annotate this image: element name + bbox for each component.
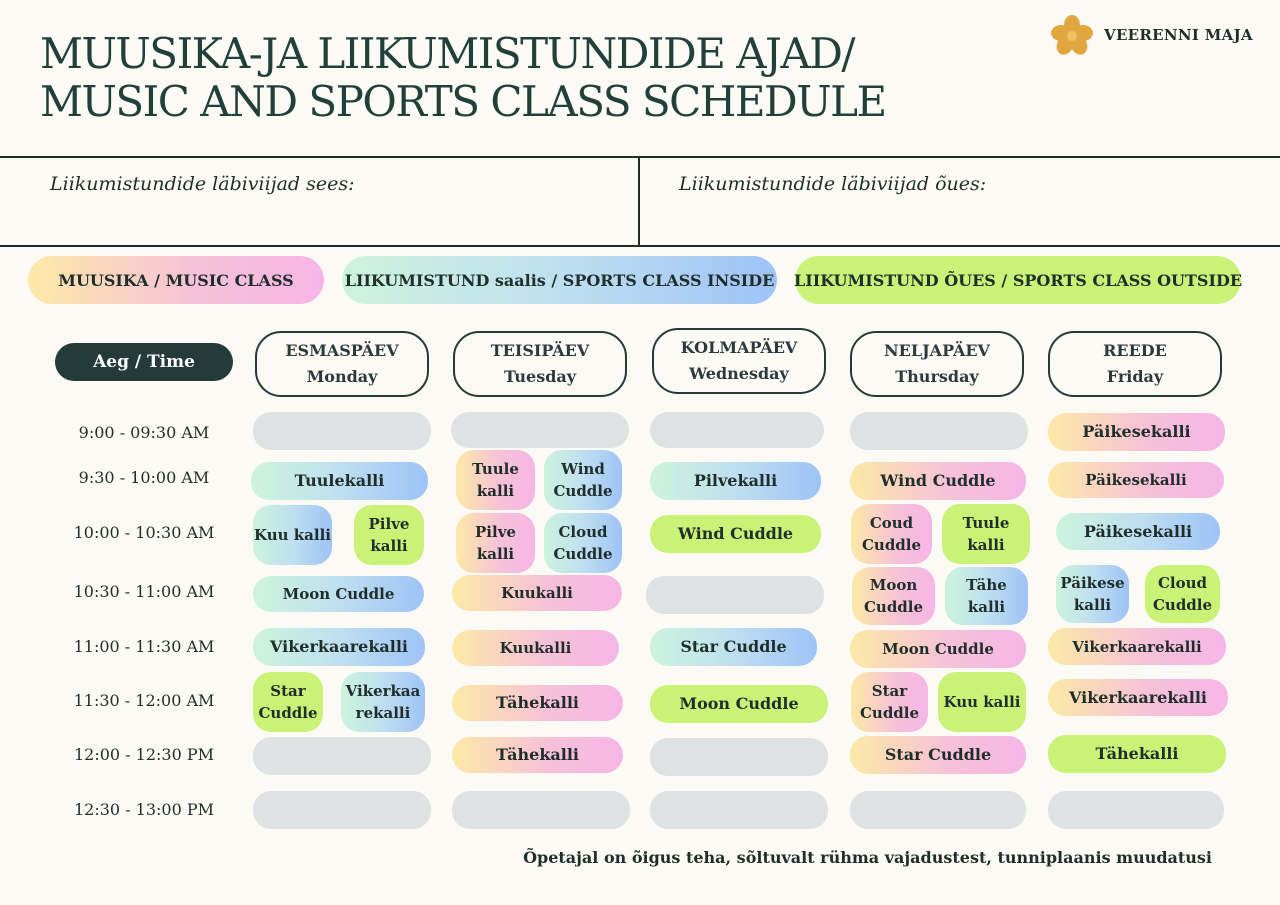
class-monday-1130-a: Star Cuddle (253, 672, 323, 732)
class-wednesday-1130: Moon Cuddle (650, 685, 828, 723)
day-header-tuesday (453, 331, 627, 397)
class-tuesday-1030: Kuukalli (452, 575, 622, 611)
empty-slot (1048, 791, 1224, 829)
day-name-et: ESMASPÄEV (285, 341, 399, 360)
time-slot-label: 9:30 - 10:00 AM (78, 468, 210, 487)
day-header-wednesday (652, 328, 826, 394)
day-name-en: Tuesday (503, 367, 577, 386)
divider-bottom (0, 245, 1280, 247)
time-slot-label: 9:00 - 09:30 AM (78, 423, 210, 442)
class-friday-1030-a: Päikese kalli (1056, 565, 1129, 623)
class-friday-1130: Vikerkaarekalli (1048, 679, 1228, 716)
day-name-en: Wednesday (689, 364, 789, 383)
class-monday-1100: Vikerkaarekalli (253, 628, 425, 666)
day-name-et: TEISIPÄEV (490, 341, 590, 360)
empty-slot (452, 791, 630, 829)
day-header-monday (255, 331, 429, 397)
empty-slot (650, 412, 824, 448)
footer-note: Õpetajal on õigus teha, sõltuvalt rühma vajadustest, tunniplaanis muudatusi (523, 848, 1212, 867)
day-name-en: Thursday (895, 367, 979, 386)
empty-slot (253, 412, 431, 450)
title-line-2: MUSIC AND SPORTS CLASS SCHEDULE (40, 77, 886, 126)
logo (1050, 14, 1253, 56)
divider-top (0, 156, 1280, 158)
day-name-et: REEDE (1103, 341, 1167, 360)
class-thursday-1130-a: Star Cuddle (851, 672, 928, 732)
empty-slot (253, 791, 431, 829)
day-name-et: KOLMAPÄEV (680, 338, 798, 357)
class-wednesday-1100: Star Cuddle (650, 628, 817, 666)
class-tuesday-1000-b: Cloud Cuddle (544, 513, 622, 573)
legend-sports-inside: LIIKUMISTUND saalis / SPORTS CLASS INSIDE (342, 256, 777, 304)
class-monday-1000-b: Pilve kalli (354, 505, 424, 565)
day-name-et: NELJAPÄEV (884, 341, 990, 360)
class-thursday-1000-a: Coud Cuddle (851, 504, 932, 564)
class-thursday-1130-b: Kuu kalli (938, 672, 1026, 732)
legend-sports-outside: LIIKUMISTUND ÕUES / SPORTS CLASS OUTSIDE (795, 256, 1241, 304)
class-wednesday-1000: Wind Cuddle (650, 515, 821, 553)
day-header-friday (1048, 331, 1222, 397)
class-friday-1100: Vikerkaarekalli (1048, 628, 1226, 665)
title-line-1: MUUSIKA-JA LIIKUMISTUNDIDE AJAD/ (40, 29, 855, 78)
class-monday-1130-b: Vikerkaa rekalli (341, 672, 425, 732)
class-friday-0930: Päikesekalli (1048, 462, 1224, 498)
time-slot-label: 12:30 - 13:00 PM (73, 800, 215, 819)
empty-slot (650, 791, 828, 829)
time-slot-label: 10:00 - 10:30 AM (73, 523, 215, 542)
instructors-outside-label: Liikumistundide läbiviijad õues: (679, 173, 987, 195)
class-friday-1200: Tähekalli (1048, 735, 1226, 773)
class-wednesday-0930: Pilvekalli (650, 462, 821, 500)
day-name-en: Friday (1106, 367, 1164, 386)
empty-slot (451, 412, 629, 448)
class-thursday-1030-b: Tähe kalli (945, 567, 1028, 625)
empty-slot (850, 412, 1028, 450)
class-monday-0930: Tuulekalli (251, 462, 428, 500)
divider-vertical (638, 157, 640, 247)
legend-music: MUUSIKA / MUSIC CLASS (28, 256, 324, 304)
class-thursday-1000-b: Tuule kalli (942, 504, 1030, 564)
class-tuesday-1000-a: Pilve kalli (456, 513, 535, 573)
class-tuesday-0930-a: Tuule kalli (456, 450, 535, 510)
class-thursday-1030-a: Moon Cuddle (852, 567, 935, 625)
empty-slot (253, 737, 431, 775)
empty-slot (650, 738, 828, 776)
instructors-inside-label: Liikumistundide läbiviijad sees: (50, 173, 355, 195)
time-slot-label: 11:30 - 12:00 AM (73, 691, 215, 710)
class-friday-1030-b: Cloud Cuddle (1145, 565, 1220, 623)
class-friday-1000: Päikesekalli (1056, 513, 1220, 550)
time-slot-label: 11:00 - 11:30 AM (73, 637, 215, 656)
class-tuesday-1130: Tähekalli (452, 685, 623, 721)
empty-slot (646, 576, 824, 614)
class-friday-0900: Päikesekalli (1048, 413, 1225, 451)
logo-text: VEERENNI MAJA (1104, 26, 1253, 44)
class-thursday-1100: Moon Cuddle (850, 630, 1026, 668)
empty-slot (850, 791, 1026, 829)
time-column-header: Aeg / Time (55, 343, 233, 381)
class-tuesday-1100: Kuukalli (452, 630, 619, 666)
page-title (40, 30, 886, 126)
day-header-thursday (850, 331, 1024, 397)
class-monday-1030: Moon Cuddle (253, 576, 424, 612)
class-monday-1000-a: Kuu kalli (253, 505, 332, 565)
day-name-en: Monday (306, 367, 378, 386)
time-slot-label: 12:00 - 12:30 PM (73, 745, 215, 764)
class-tuesday-1200: Tähekalli (452, 737, 623, 773)
time-slot-label: 10:30 - 11:00 AM (73, 582, 215, 601)
class-tuesday-0930-b: Wind Cuddle (544, 450, 622, 510)
class-thursday-0930: Wind Cuddle (850, 462, 1026, 500)
class-thursday-1200: Star Cuddle (850, 736, 1026, 774)
flower-icon (1050, 14, 1094, 56)
